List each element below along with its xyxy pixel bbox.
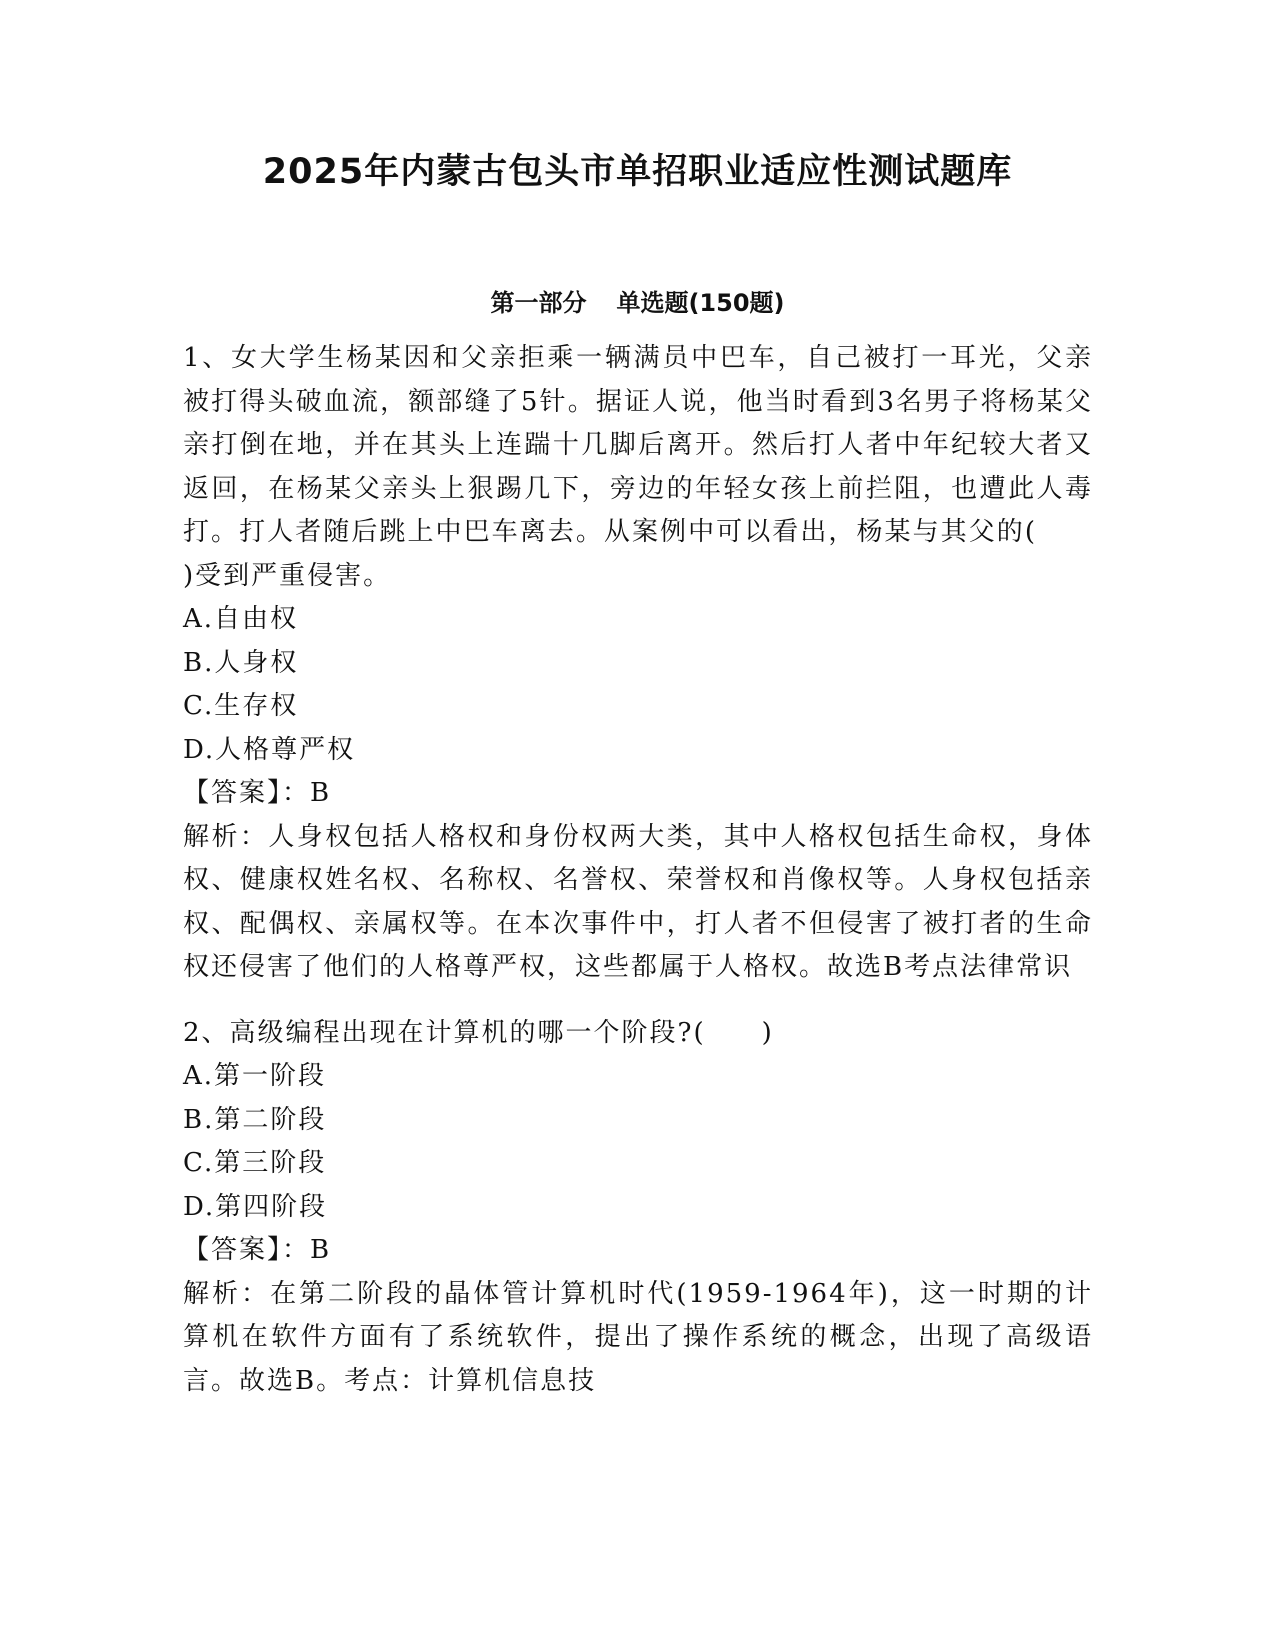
option-c: C.第三阶段: [183, 1148, 327, 1178]
question-stem: 1、女大学生杨某因和父亲拒乘一辆满员中巴车，自己被打一耳光，父亲被打得头破血流，额部缝了5针。据证人说，他当时看到3名男子将杨某父亲打倒在地，并在其头上连踹十几脚后离开。然后打人者中年纪较大者又返回，在杨某父亲头上狠踢几下，旁边的年轻女孩上前拦阻，也遭此人毒打。打人者随后跳上中巴车离去。从案例中可以看出，杨某与其父的()受到严重侵害。: [183, 343, 1093, 591]
analysis-text: 解析：人身权包括人格权和身份权两大类，其中人格权包括生命权，身体权、健康权姓名权、名称权、名誉权、荣誉权和肖像权等。人身权包括亲权、配偶权、亲属权等。在本次事件中，打人者不但侵害了被打者的生命权还侵害了他们的人格尊严权，这些都属于人格权。故选B考点法律常识: [183, 821, 1093, 982]
section-part-label: 第一部分: [490, 289, 587, 317]
option-b: B.第二阶段: [183, 1104, 327, 1135]
analysis-text: 解析：在第二阶段的晶体管计算机时代(1959-1964年)，这一时期的计算机在软件方面有了系统软件，提出了操作系统的概念，出现了高级语言。故选B。考点：计算机信息技: [183, 1278, 1093, 1396]
option-c: C.生存权: [183, 691, 299, 721]
option-d: D.人格尊严权: [183, 734, 356, 765]
section-type-label: 单选题(150题): [616, 289, 785, 317]
option-d: D.第四阶段: [183, 1191, 328, 1222]
question-item: [183, 1012, 1093, 1404]
document-title: 2025年内蒙古包头市单招职业适应性测试题库: [262, 152, 1013, 192]
option-a: A.自由权: [183, 604, 299, 634]
section-title: [0, 287, 1275, 319]
question-list: [183, 337, 1093, 1403]
question-item: [183, 337, 1093, 990]
option-a: A.第一阶段: [183, 1061, 327, 1091]
question-stem: 2、高级编程出现在计算机的哪一个阶段?( ): [183, 1017, 774, 1048]
answer-line: 【答案】：B: [183, 1235, 332, 1265]
option-b: B.人身权: [183, 647, 299, 678]
answer-line: 【答案】：B: [183, 778, 332, 808]
